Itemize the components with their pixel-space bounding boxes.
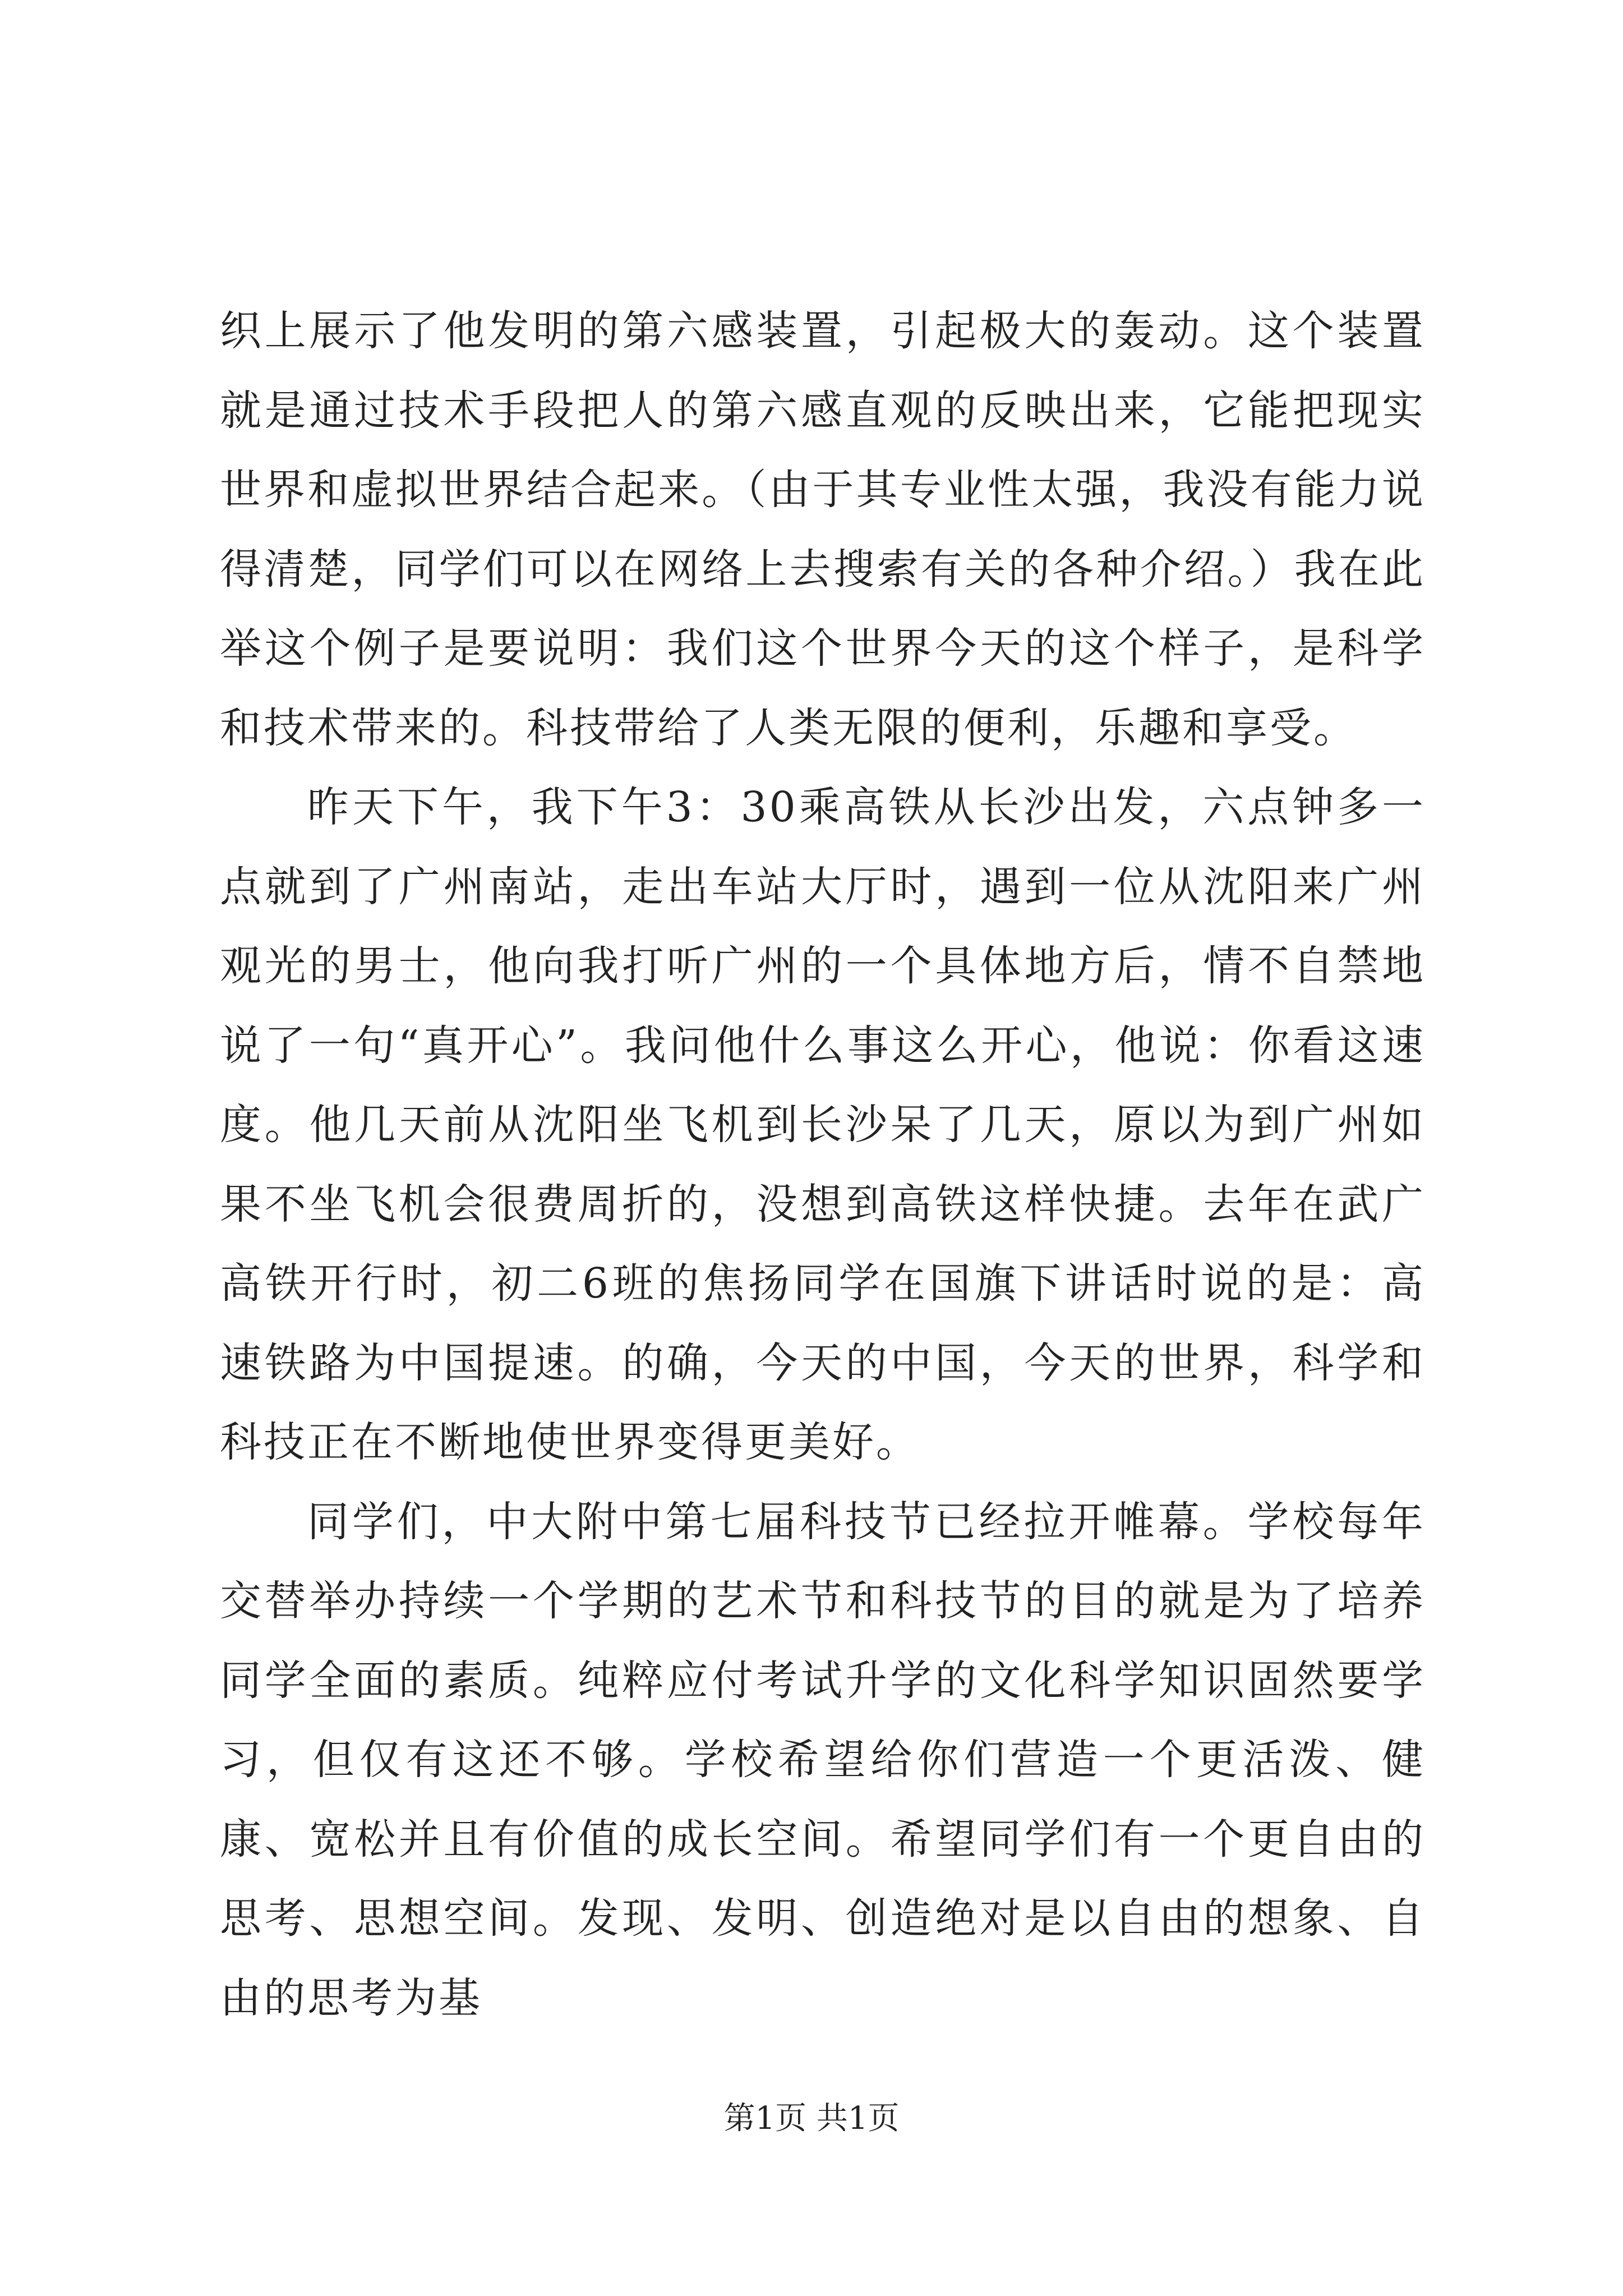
document-body	[220, 292, 1426, 2038]
paragraph-3: 同学们，中大附中第七届科技节已经拉开帷幕。学校每年交替举办持续一个学期的艺术节和科技节的目的就是为了培养同学全面的素质。纯粹应付考试升学的文化科学知识固然要学习，但仅有这还不够。学校希望给你们营造一个更活泼、健康、宽松并且有价值的成长空间。希望同学们有一个更自由的思考、思想空间。发现、发明、创造绝对是以自由的想象、自由的思考为基	[220, 1497, 1426, 2022]
paragraph-1: 织上展示了他发明的第六感装置，引起极大的轰动。这个装置就是通过技术手段把人的第六感直观的反映出来，它能把现实世界和虚拟世界结合起来。（由于其专业性太强，我没有能力说得清楚，同学们可以在网络上去搜索有关的各种介绍。）我在此举这个例子是要说明：我们这个世界今天的这个样子，是科学和技术带来的。科技带给了人类无限的便利，乐趣和享受。	[220, 307, 1426, 752]
page-footer: 第1页 共1页	[723, 2100, 900, 2137]
paragraph-2: 昨天下午，我下午3：30乘高铁从长沙出发，六点钟多一点就到了广州南站，走出车站大厅时，遇到一位从沈阳来广州观光的男士，他向我打听广州的一个具体地方后，情不自禁地说了一句“真开心”。我问他什么事这么开心，他说：你看这速度。他几天前从沈阳坐飞机到长沙呆了几天，原以为到广州如果不坐飞机会很费周折的，没想到高铁这样快捷。去年在武广高铁开行时，初二6班的焦扬同学在国旗下讲话时说的是：高速铁路为中国提速。的确，今天的中国，今天的世界，科学和科技正在不断地使世界变得更美好。	[220, 783, 1426, 1466]
